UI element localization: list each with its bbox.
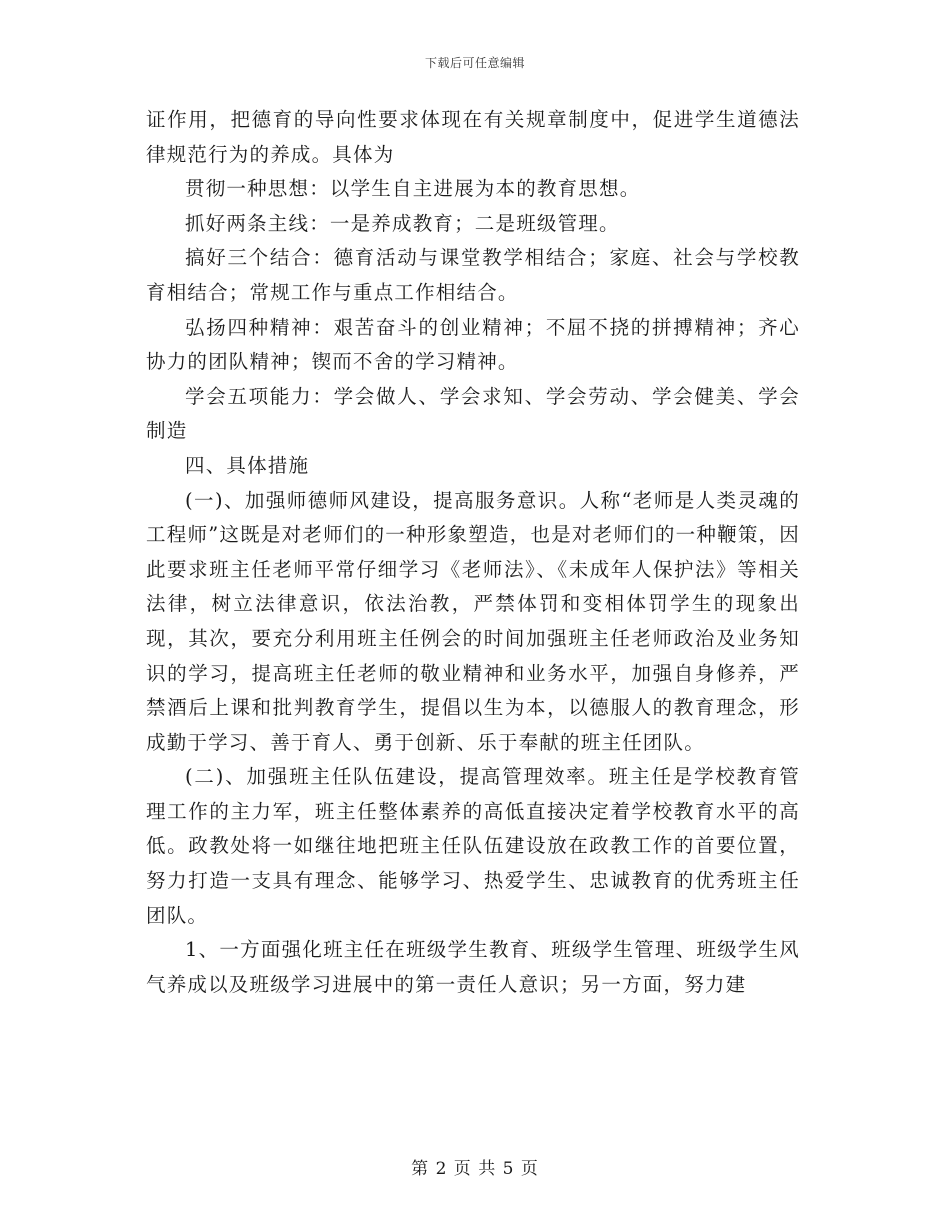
document-body xyxy=(146,103,800,1002)
paragraph-head-teacher-team: (二)、加强班主任队伍建设，提高管理效率。班主任是学校教育管理工作的主力军，班主任整体素养的高低直接决定着学校教育水平的高低。政教处将一如继往地把班主任队伍建设放在政教工作的首要位置，努力打造一支具有理念、能够学习、热爱学生、忠诚教育的优秀班主任团队。 xyxy=(146,765,800,927)
paragraph-one-thought: 贯彻一种思想：以学生自主进展为本的教育思想。 xyxy=(185,177,641,201)
paragraph-item-1: 1、一方面强化班主任在班级学生教育、班级学生管理、班级学生风气养成以及班级学习进展中的第一责任人意识；另一方面，努力建 xyxy=(146,938,800,996)
page-header-note: 下载后可任意编辑 xyxy=(424,56,525,70)
section-heading-measures: 四、具体措施 xyxy=(185,453,310,477)
paragraph-two-lines: 抓好两条主线：一是养成教育；二是班级管理。 xyxy=(185,211,620,235)
page-number: 第 2 页 共 5 页 xyxy=(411,1159,539,1179)
paragraph-teacher-ethics: (一)、加强师德师风建设，提高服务意识。人称“老师是人类灵魂的工程师”这既是对老师们的一种形象塑造，也是对老师们的一种鞭策，因此要求班主任老师平常仔细学习《老师法》、《未成年人保护法》等相关法律，树立法律意识，依法治教，严禁体罚和变相体罚学生的现象出现，其次，要充分利用班主任例会的时间加强班主任老师政治及业务知识的学习，提高班主任老师的敬业精神和业务水平，加强自身修养，严禁酒后上课和批判教育学生，提倡以生为本，以德服人的教育理念，形成勤于学习、善于育人、勇于创新、乐于奉献的班主任团队。 xyxy=(146,488,800,754)
paragraph-four-spirits: 弘扬四种精神：艰苦奋斗的创业精神；不屈不挠的拼搏精神；齐心协力的团队精神；锲而不舍的学习精神。 xyxy=(146,315,800,374)
paragraph-five-abilities: 学会五项能力：学会做人、学会求知、学会劳动、学会健美、学会制造 xyxy=(146,384,800,443)
paragraph-continuation: 证作用，把德育的导向性要求体现在有关规章制度中，促进学生道德法律规范行为的养成。具体为 xyxy=(146,108,800,166)
paragraph-three-combinations: 搞好三个结合：德育活动与课堂教学相结合；家庭、社会与学校教育相结合；常规工作与重点工作相结合。 xyxy=(146,246,800,304)
